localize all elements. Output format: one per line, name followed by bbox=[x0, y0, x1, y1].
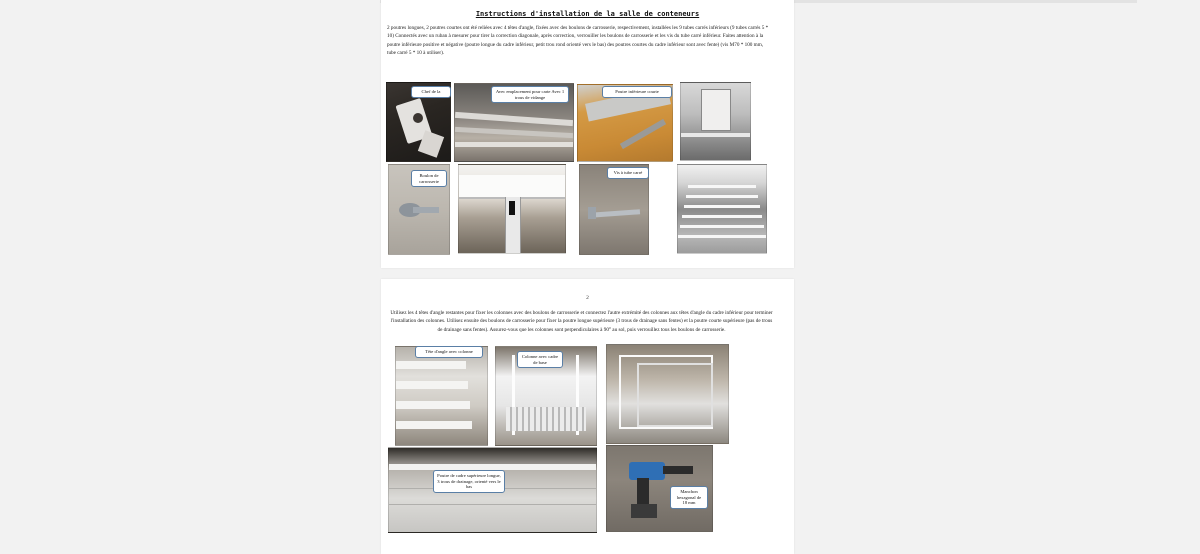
callout-bolt: Boulon de carrosserie bbox=[411, 170, 447, 187]
photo-frame-corner bbox=[680, 82, 751, 161]
callout-drill: Manchon hexagonal de 18 mm bbox=[670, 486, 708, 509]
callout-screw: Vis à tube carré bbox=[607, 167, 649, 179]
photo-assembled-frame bbox=[606, 344, 729, 444]
instruction-paragraph-2: Utilisez les 4 têtes d'angle restantes pour fixer les colonnes avec des boulons de carrosserie et connectez l'autre extrémité des colonnes aux têtes d'angle du cadre inférieur pour terminer l'installation des colonnes. Utilisez ensuite des boulons de carrosserie pour fixer la poutre longue supérieure (3 trous de drainage sans fentes) et la poutre courte supérieure (pas de trous de drainage sans fentes). Assurez-vous que les colonnes sont perpendiculaires à 90° au sol, puis verrouillez tous les boulons de carrosserie. bbox=[390, 310, 773, 333]
callout-corner: Chef de la bbox=[411, 86, 451, 98]
callout-rails: Avec emplacement pour carte Avec 1 trous de vidange bbox=[491, 86, 569, 103]
page-number: 2 bbox=[586, 295, 589, 301]
document-page-1 bbox=[381, 0, 794, 268]
instruction-paragraph-1: 2 poutres longues, 2 poutres courtes ont été reliées avec 4 têtes d'angle, fixées avec des boulons de carrosserie, respectivement, installées les 9 tubes carrés inférieurs (9 tubes carrés 5 * 10) Connectés avec un ruban à mesurer pour tirer la correction diagonale, après correction, verrouiller les boulons de carrosserie et les vis du tube carré inférieur. Faites attention à la poutre inférieure positive et négative (poutre longue du cadre inférieur, petit trou rond orienté vers le bas) des poutres courtes du cadre inférieur sont avec fente) (vis M70 * 100 mm, tube carré 5 * 10 à utiliser). bbox=[387, 25, 769, 57]
callout-panel: Poutre de cadre supérieure longue, 3 trous de drainage, orienté vers le bas bbox=[433, 470, 505, 493]
document-title: Instructions d'installation de la salle de conteneurs bbox=[475, 10, 700, 18]
document-page-2 bbox=[381, 279, 794, 554]
photo-corner-heads-columns bbox=[395, 346, 488, 446]
callout-column: Colonne avec cadre de base bbox=[517, 351, 563, 368]
callout-board: Poutre inférieure courte bbox=[602, 86, 672, 98]
photo-square-tubes bbox=[677, 164, 767, 254]
callout-heads: Tête d'angle avec colonne bbox=[415, 346, 483, 358]
photo-beam-slot bbox=[458, 164, 566, 254]
